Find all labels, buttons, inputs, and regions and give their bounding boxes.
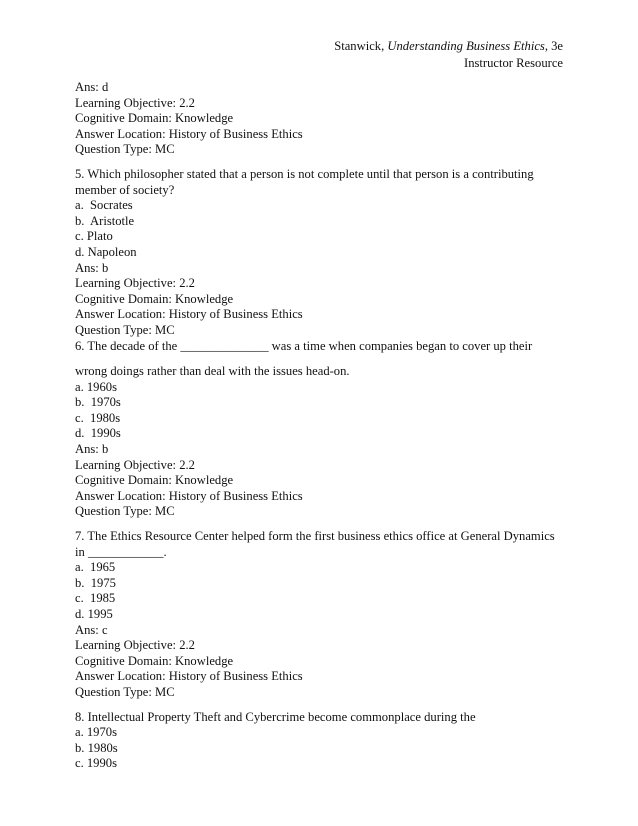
answer-option: a. 1970s <box>75 725 117 740</box>
answer-option: b. Aristotle <box>75 213 135 228</box>
question-stem: 5. Which philosopher stated that a person is not complete until that person is a contributing <box>75 166 534 181</box>
answer-option: c. Plato <box>75 229 113 244</box>
answer-option: b. 1980s <box>75 740 118 755</box>
answer-key: Ans: c <box>75 622 108 637</box>
answer-option: a. 1960s <box>75 379 117 394</box>
answer-location: Answer Location: History of Business Ethics <box>75 126 303 141</box>
header-subtitle: Instructor Resource <box>464 56 563 70</box>
question-stem: in ____________. <box>75 544 167 559</box>
cognitive-domain: Cognitive Domain: Knowledge <box>75 111 234 126</box>
answer-location: Answer Location: History of Business Ethics <box>75 488 303 503</box>
answer-option: d. 1990s <box>75 426 121 441</box>
learning-objective: Learning Objective: 2.2 <box>75 276 195 291</box>
page-header <box>334 38 563 72</box>
learning-objective: Learning Objective: 2.2 <box>75 457 195 472</box>
answer-key: Ans: b <box>75 442 109 457</box>
learning-objective: Learning Objective: 2.2 <box>75 638 195 653</box>
document-body <box>75 80 575 772</box>
header-edition: , 3e <box>544 39 563 53</box>
question-4-meta <box>75 80 575 158</box>
question-type: Question Type: MC <box>75 684 175 699</box>
cognitive-domain: Cognitive Domain: Knowledge <box>75 653 234 668</box>
question-stem: 7. The Ethics Resource Center helped form the first business ethics office at General Dynamics <box>75 529 555 544</box>
answer-location: Answer Location: History of Business Ethics <box>75 307 303 322</box>
learning-objective: Learning Objective: 2.2 <box>75 95 195 110</box>
answer-option: a. 1965 <box>75 560 116 575</box>
question-type: Question Type: MC <box>75 322 175 337</box>
header-book-title: Understanding Business Ethics <box>387 39 545 53</box>
header-author: Stanwick, <box>334 39 388 53</box>
question-stem: 6. The decade of the ______________ was a time when companies began to cover up their <box>75 338 533 353</box>
question-type: Question Type: MC <box>75 504 175 519</box>
question-type: Question Type: MC <box>75 142 175 157</box>
cognitive-domain: Cognitive Domain: Knowledge <box>75 473 234 488</box>
question-7 <box>75 529 575 701</box>
answer-option: a. Socrates <box>75 198 133 213</box>
answer-key: Ans: b <box>75 260 109 275</box>
answer-option: b. 1975 <box>75 575 116 590</box>
answer-option: c. 1980s <box>75 410 121 425</box>
question-6 <box>75 339 575 521</box>
answer-location: Answer Location: History of Business Ethics <box>75 669 303 684</box>
question-stem: member of society? <box>75 182 175 197</box>
question-stem: 8. Intellectual Property Theft and Cybercrime become commonplace during the <box>75 709 476 724</box>
answer-option: b. 1970s <box>75 395 121 410</box>
question-5 <box>75 167 575 339</box>
answer-key: Ans: d <box>75 80 109 94</box>
answer-option: d. 1995 <box>75 607 113 621</box>
question-stem: wrong doings rather than deal with the issues head-on. <box>75 364 350 379</box>
header-citation <box>334 38 563 55</box>
answer-option: c. 1990s <box>75 756 117 771</box>
answer-option: d. Napoleon <box>75 244 137 259</box>
answer-option: c. 1985 <box>75 591 116 606</box>
cognitive-domain: Cognitive Domain: Knowledge <box>75 291 234 306</box>
question-8 <box>75 710 575 772</box>
